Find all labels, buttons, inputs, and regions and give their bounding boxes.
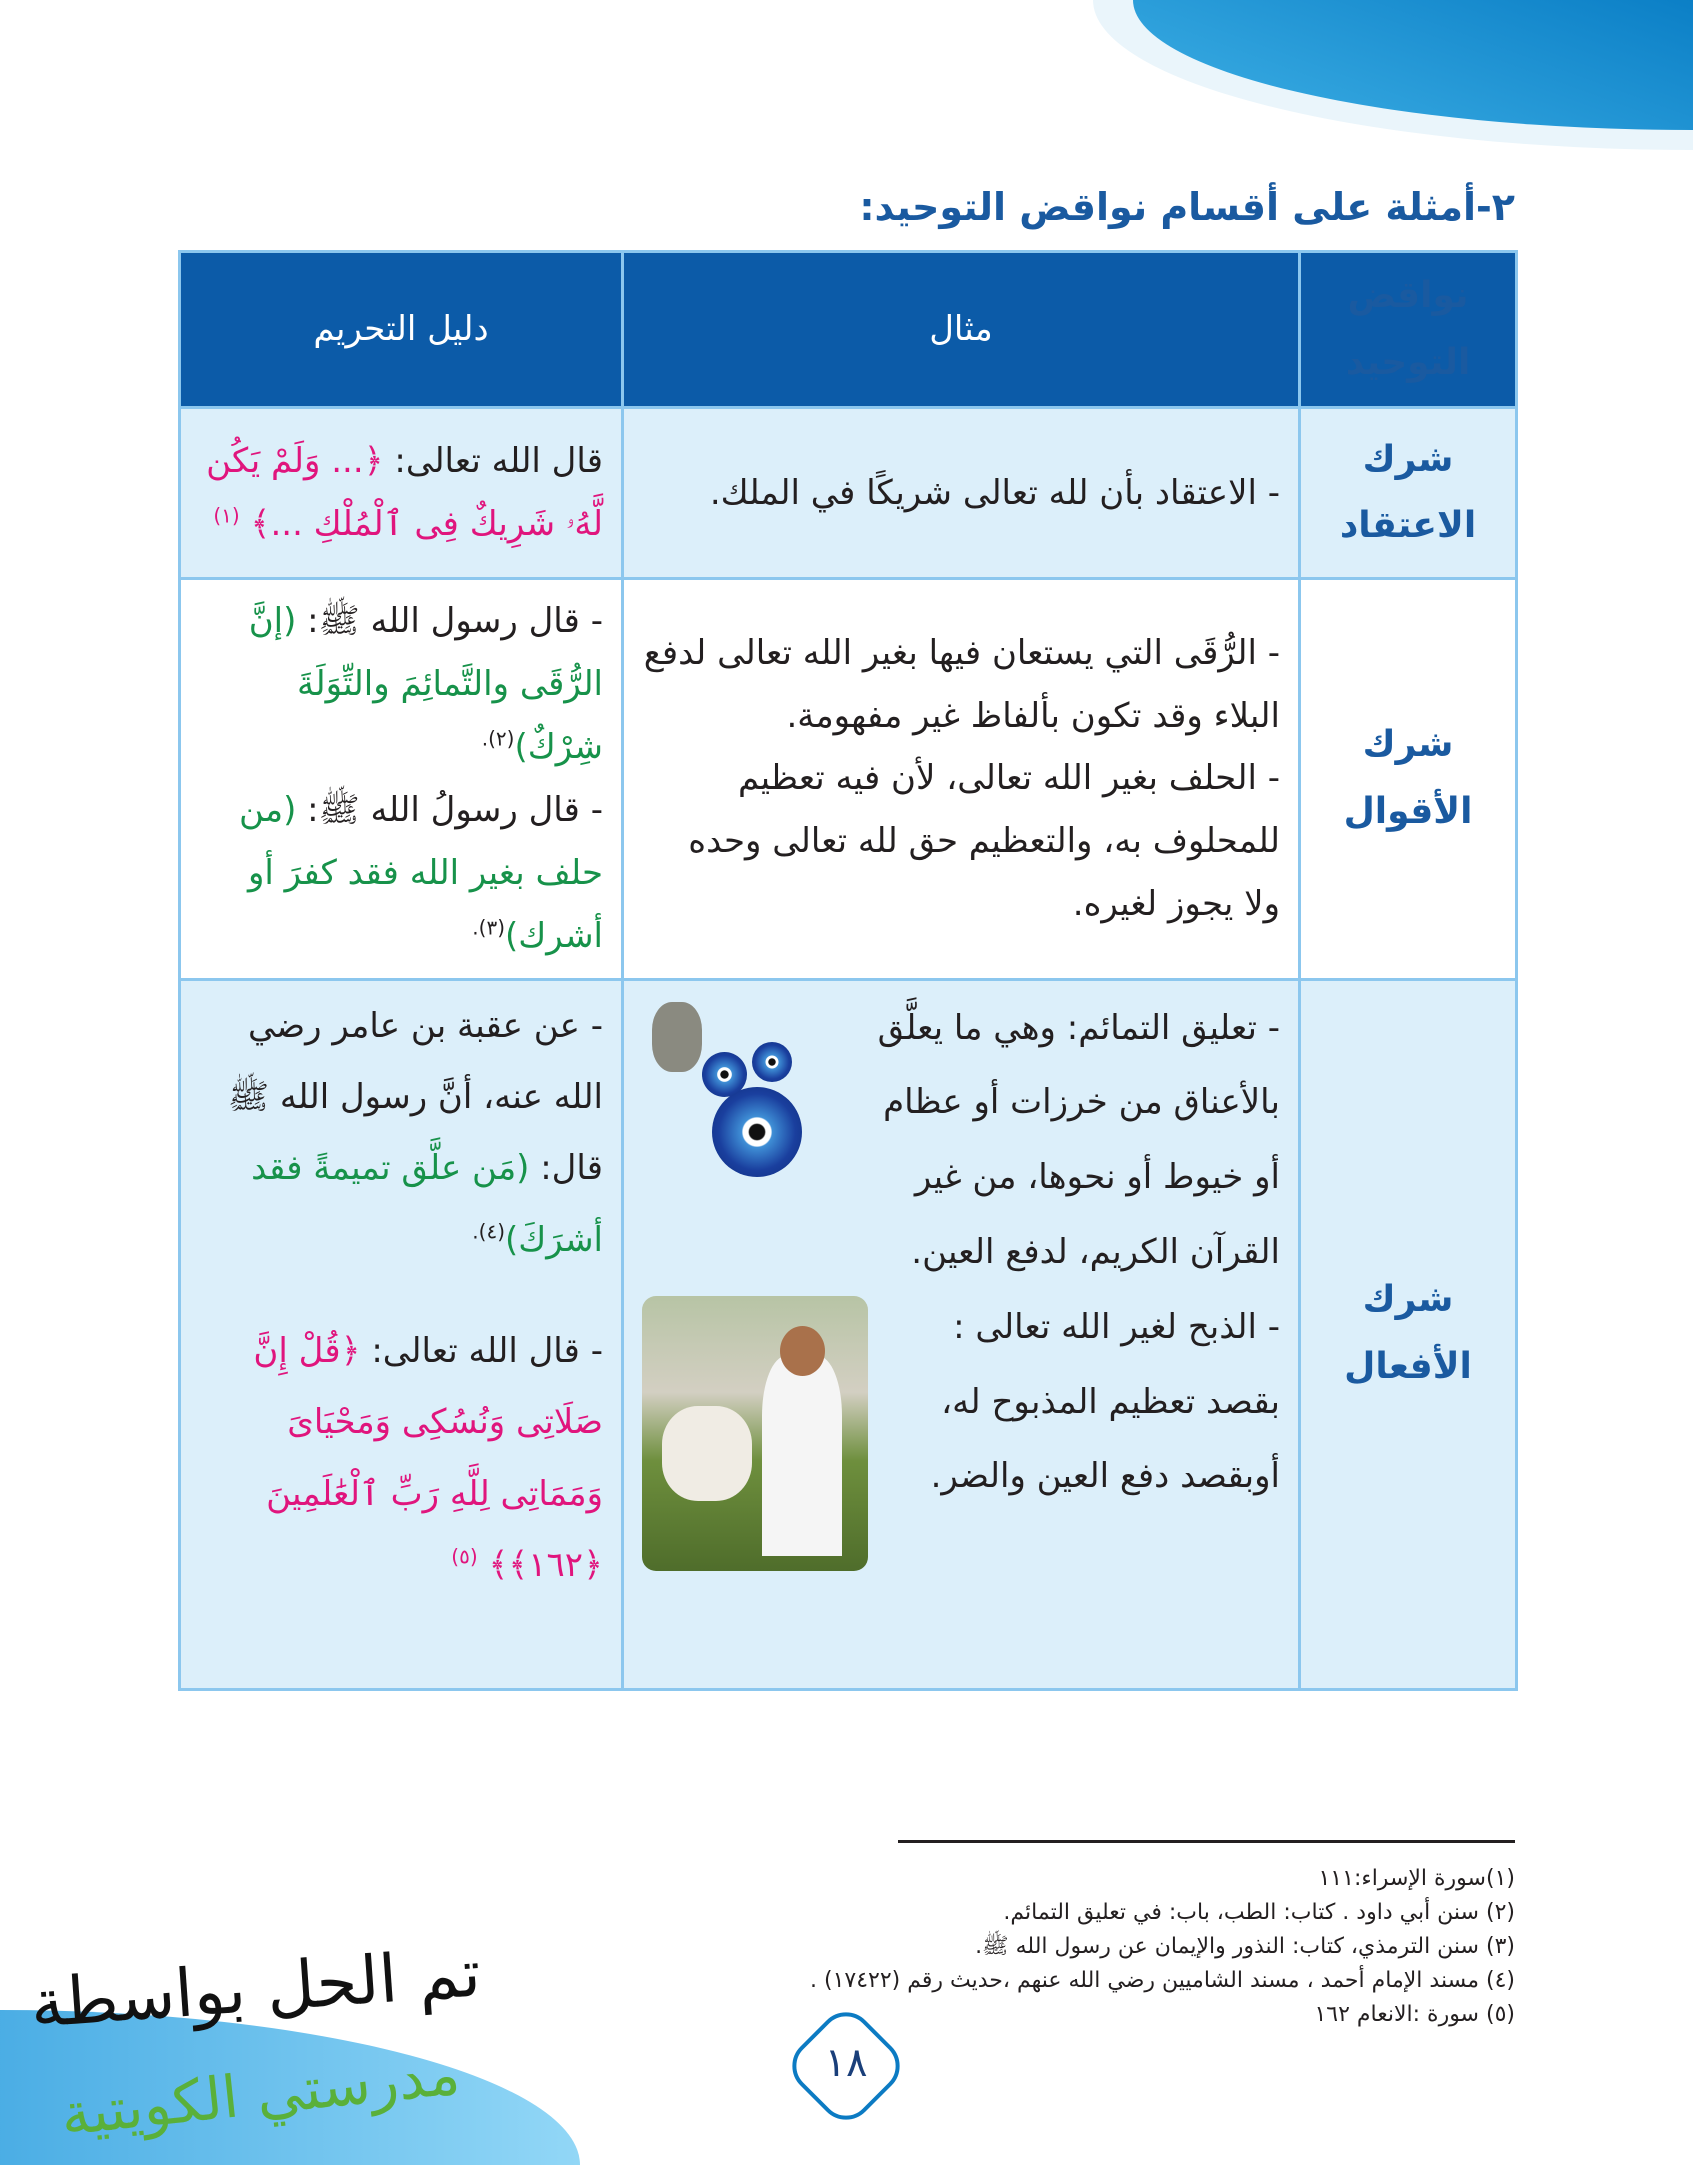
footnote-ref: (١) — [213, 503, 240, 528]
example-cell — [623, 579, 1300, 979]
nawaqid-table — [178, 250, 1518, 1691]
hadith-quote: (مَن علَّق تميمةً فقد أشرَكَ) — [251, 1148, 603, 1260]
footnotes — [810, 1862, 1515, 2032]
evidence-cell — [180, 979, 623, 1689]
evidence-intro: - قال رسولُ الله ﷺ: — [296, 789, 603, 830]
hadith-quote: (من حلف بغير الله فقد كفرَ أو أشرك) — [239, 789, 603, 956]
footnote-divider — [898, 1840, 1515, 1843]
footnote-ref: (٤). — [472, 1219, 506, 1244]
table-row — [180, 979, 1517, 1689]
example-text: - الذبح لغير الله تعالى : بقصد تعظيم المذبوح له، أوبقصد دفع العين والضر. — [930, 1306, 1280, 1497]
sheep-slaughter-image — [642, 1296, 868, 1571]
evidence-intro: - قال رسول الله ﷺ: — [296, 601, 603, 642]
evidence-cell — [180, 579, 623, 979]
table-header — [180, 252, 1517, 408]
example-cell — [623, 408, 1300, 579]
footnote-ref: (٢). — [481, 726, 515, 751]
table-row — [180, 579, 1517, 979]
footnote-ref: (٥) — [451, 1544, 478, 1569]
quran-quote: ﴿... وَلَمْ يَكُن لَّهُۥ شَرِيكٌ فِى ٱلْمُلْكِ ...﴾ — [206, 441, 603, 545]
watermark-line1: تم الحل بواسطة — [27, 1934, 484, 2043]
row-type: شرك الأفعال — [1300, 979, 1517, 1689]
footnote: (٥) سورة :الانعام ١٦٢ — [1314, 2002, 1515, 2027]
example-text: - تعليق التمائم: وهي ما يعلَّق بالأعناق من خرزات أو عظام أو خيوط أو نحوها، من غير القرآن الكريم، لدفع العين. — [877, 1007, 1280, 1272]
table-row — [180, 408, 1517, 579]
row-type: شرك الاعتقاد — [1300, 408, 1517, 579]
watermark-line2: مدرستي الكويتية — [57, 2039, 463, 2149]
section-title: ٢-أمثلة على أقسام نواقض التوحيد: — [859, 185, 1515, 229]
footnote: (١)سورة الإسراء:١١١ — [1318, 1866, 1515, 1891]
example-text: - الاعتقاد بأن لله تعالى شريكًا في الملك. — [709, 472, 1280, 513]
header-evidence: دليل التحريم — [180, 252, 623, 408]
evidence-intro: قال الله تعالى: — [383, 441, 603, 482]
header-type: نواقض التوحيد — [1300, 252, 1517, 408]
evidence-intro: - قال الله تعالى: — [360, 1331, 603, 1372]
evil-eye-amulet-image — [642, 997, 842, 1187]
footnote: (٣) سنن الترمذي، كتاب: النذور والإيمان عن رسول الله ﷺ. — [975, 1934, 1515, 1959]
hadith-quote: (إنَّ الرُّقَى والتَّمائِمَ والتِّوَلَةَ شِرْكٌ) — [248, 601, 603, 767]
row-type: شرك الأقوال — [1300, 579, 1517, 979]
decorative-banner — [1133, 0, 1693, 130]
evidence-cell — [180, 408, 623, 579]
footnote: (٤) مسند الإمام أحمد ، مسند الشاميين رضي الله عنهم ،حديث رقم (١٧٤٢٢) . — [809, 1968, 1515, 1993]
footnote-ref: (٣). — [472, 915, 506, 940]
header-example: مثال — [623, 252, 1300, 408]
evidence-intro: - عن عقبة بن عامر رضي الله عنه، أنَّ رسول الله ﷺ قال: — [227, 1005, 603, 1189]
footnote: (٢) سنن أبي داود . كتاب: الطب، باب: في تعليق التمائم. — [1003, 1900, 1515, 1925]
example-text: - الرُّقَى التي يستعان فيها بغير الله تعالى لدفع البلاء وقد تكون بألفاظ غير مفهومة. — [643, 632, 1280, 736]
quran-quote: ﴿قُلْ إِنَّ صَلَاتِى وَنُسُكِى وَمَحْيَاىَ وَمَمَاتِى لِلَّهِ رَبِّ ٱلْعَٰلَمِينَ ﴿١٦٢﴾﴾ — [253, 1331, 603, 1586]
page-number: ١٨ — [824, 2040, 868, 2086]
example-text: - الحلف بغير الله تعالى، لأن فيه تعظيم للمحلوف به، والتعظيم حق لله تعالى وحده ولا يجوز لغيره. — [688, 758, 1280, 925]
example-cell — [623, 979, 1300, 1689]
